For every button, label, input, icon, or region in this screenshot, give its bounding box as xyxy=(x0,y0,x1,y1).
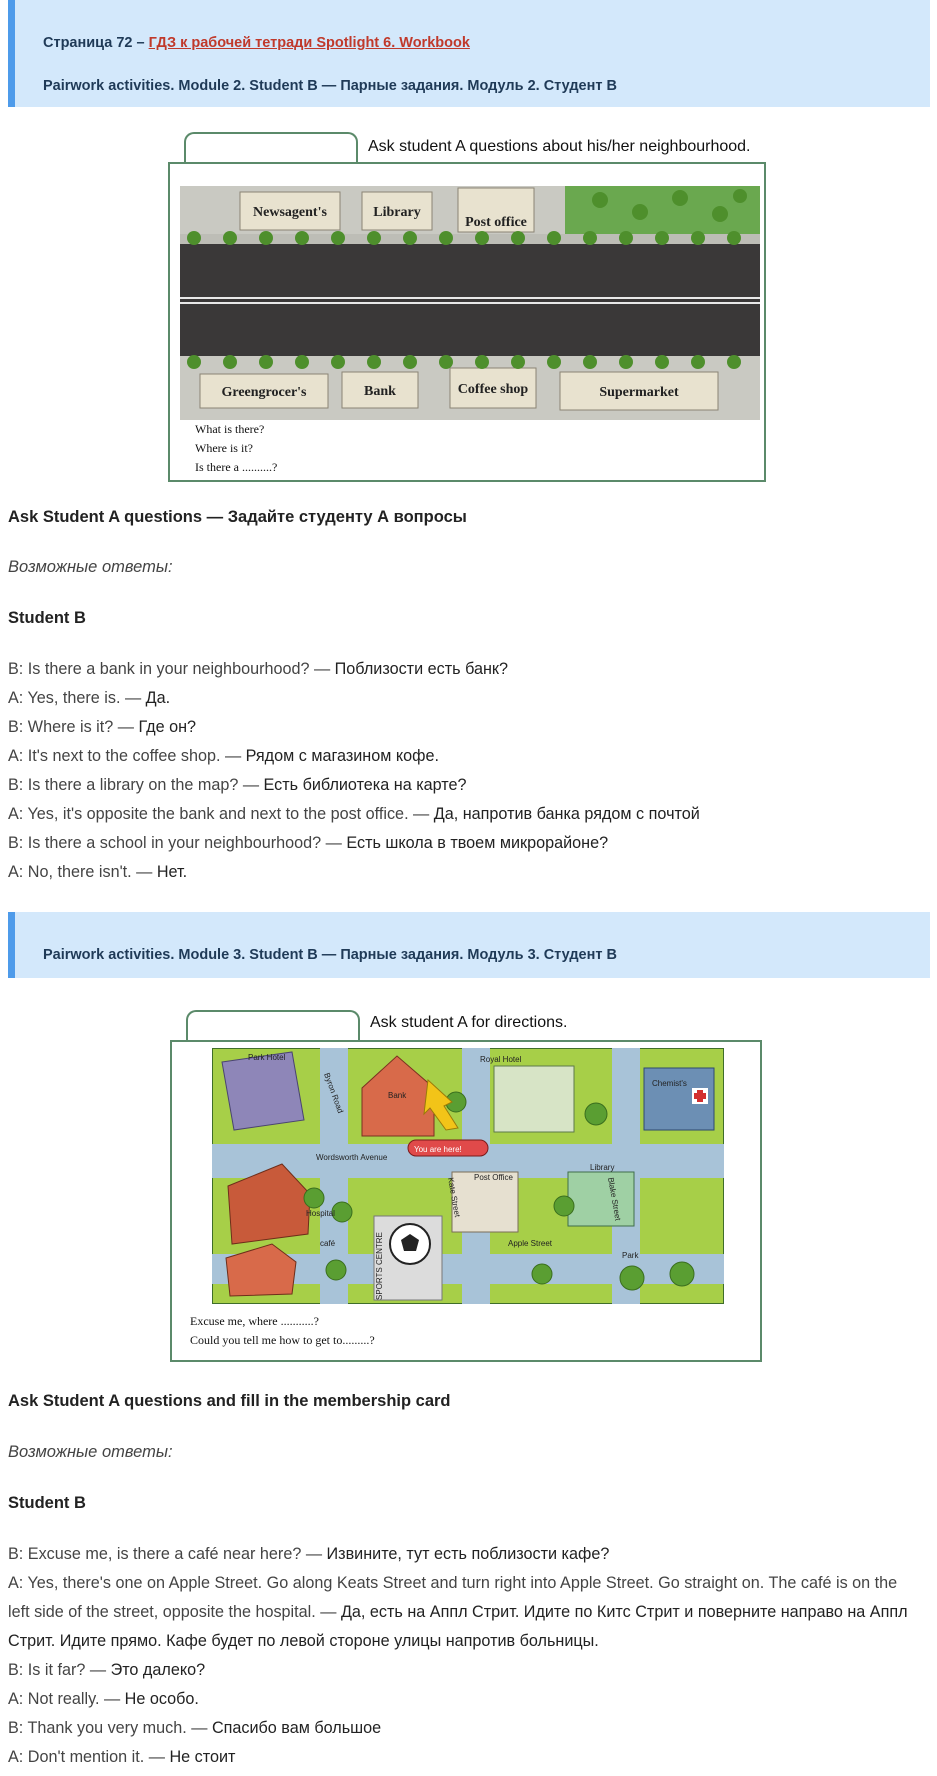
shop-label-library: Library xyxy=(373,205,421,220)
label-chemists: Chemist's xyxy=(652,1079,687,1088)
module3-banner xyxy=(8,912,930,978)
town-map-figure xyxy=(170,1006,766,1364)
street-map-illustration xyxy=(180,186,760,420)
module2-banner xyxy=(8,0,930,107)
hint-line: Is there a ..........? xyxy=(195,460,278,474)
block2-student-label: Student B xyxy=(8,1494,86,1512)
town-map-illustration xyxy=(212,1048,724,1304)
hint-line: What is there? xyxy=(195,422,265,436)
royal-hotel-building-icon xyxy=(494,1066,574,1132)
block1-student-label: Student B xyxy=(8,609,86,627)
dialog-line: A: Yes, it's opposite the bank and next to the post office. — Да, напротив банка рядом с почтой xyxy=(8,805,700,823)
block1-dialog xyxy=(8,655,923,887)
label-wordsworth-avenue: Wordsworth Avenue xyxy=(316,1153,388,1162)
dialog-line: A: Yes, there is. — Да. xyxy=(8,689,171,707)
block2-heading: Ask Student A questions and fill in the membership card xyxy=(8,1392,451,1410)
shop-label-bank: Bank xyxy=(364,384,396,399)
label-park: Park xyxy=(622,1251,639,1260)
module2-title: Pairwork activities. Module 2. Student B — Парные задания. Модуль 2. Студент B xyxy=(43,78,617,94)
figure1-instruction: Ask student A questions about his/her neighbourhood. xyxy=(368,138,751,155)
label-byron-road: Byron Road xyxy=(322,1071,346,1115)
dialog-line: B: Thank you very much. — Спасибо вам большое xyxy=(8,1719,382,1737)
dialog-line: B: Excuse me, is there a café near here? — Извините, тут есть поблизости кафе? xyxy=(8,1545,610,1563)
dialog-line: A: No, there isn't. — Нет. xyxy=(8,863,188,881)
label-post-office: Post Office xyxy=(474,1173,513,1182)
shop-label-greengrocers: Greengrocer's xyxy=(221,385,307,400)
label-sports-centre: SPORTS CENTRE xyxy=(375,1232,384,1300)
neighbourhood-figure xyxy=(168,132,766,482)
dialog-line: B: Is there a library on the map? — Есть библиотека на карте? xyxy=(8,776,467,794)
label-you-are-here: You are here! xyxy=(414,1145,462,1154)
label-cafe: café xyxy=(320,1239,336,1248)
hint-line: Excuse me, where ...........? xyxy=(190,1314,319,1328)
hint-line: Could you tell me how to get to.........? xyxy=(190,1333,375,1347)
dialog-line: A: Yes, there's one on Apple Street. Go along Keats Street and turn right into Apple Street. Go straight on. The café is on the left side of the street, opposite the hospital. — Да, есть на Аппл Стрит. Идите по Китс Стрит и поверните направо на Аппл Стрит. Идите прямо. Кафе будет по левой стороне улицы напротив больницы. xyxy=(8,1574,908,1650)
dialog-line: B: Is there a school in your neighbourhood? — Есть школа в твоем микрорайоне? xyxy=(8,834,609,852)
shop-label-supermarket: Supermarket xyxy=(599,385,679,400)
page-prefix: Страница 72 – xyxy=(43,35,149,51)
dialog-line: B: Is there a bank in your neighbourhood? — Поблизости есть банк? xyxy=(8,660,508,678)
shop-label-post-office: Post office xyxy=(465,215,527,230)
library-building-icon xyxy=(568,1172,634,1226)
dialog-line: A: Don't mention it. — Не стоит xyxy=(8,1748,236,1766)
block1-heading: Ask Student A questions — Задайте студенту А вопросы xyxy=(8,508,467,526)
figure1-hints xyxy=(195,420,277,477)
page-breadcrumb xyxy=(43,35,470,51)
label-bank: Bank xyxy=(388,1091,407,1100)
shop-label-coffee-shop: Coffee shop xyxy=(457,382,529,397)
label-kate-street: Kate Street xyxy=(446,1176,462,1218)
dialog-line: A: Not really. — Не особо. xyxy=(8,1690,199,1708)
block1-possible-answers: Возможные ответы: xyxy=(8,558,173,576)
label-hospital: Hospital xyxy=(306,1209,335,1218)
figure2-instruction: Ask student A for directions. xyxy=(370,1014,568,1031)
label-apple-street: Apple Street xyxy=(508,1239,553,1248)
dialog-line: B: Where is it? — Где он? xyxy=(8,718,197,736)
workbook-link[interactable]: ГДЗ к рабочей тетради Spotlight 6. Workbook xyxy=(148,35,470,51)
hint-line: Where is it? xyxy=(195,441,253,455)
module3-title: Pairwork activities. Module 3. Student B — Парные задания. Модуль 3. Студент B xyxy=(43,947,617,963)
park-hotel-building-icon xyxy=(222,1052,304,1130)
label-library: Library xyxy=(590,1163,615,1172)
dialog-line: A: It's next to the coffee shop. — Рядом с магазином кофе. xyxy=(8,747,439,765)
figure2-hints xyxy=(190,1312,375,1350)
label-blake-street: Blake Street xyxy=(606,1176,623,1222)
block2-possible-answers: Возможные ответы: xyxy=(8,1443,173,1461)
label-park-hotel: Park Hotel xyxy=(248,1053,286,1062)
dialog-line: B: Is it far? — Это далеко? xyxy=(8,1661,206,1679)
shop-label-newsagents: Newsagent's xyxy=(253,205,327,220)
block2-dialog xyxy=(8,1540,923,1772)
label-royal-hotel: Royal Hotel xyxy=(480,1055,522,1064)
